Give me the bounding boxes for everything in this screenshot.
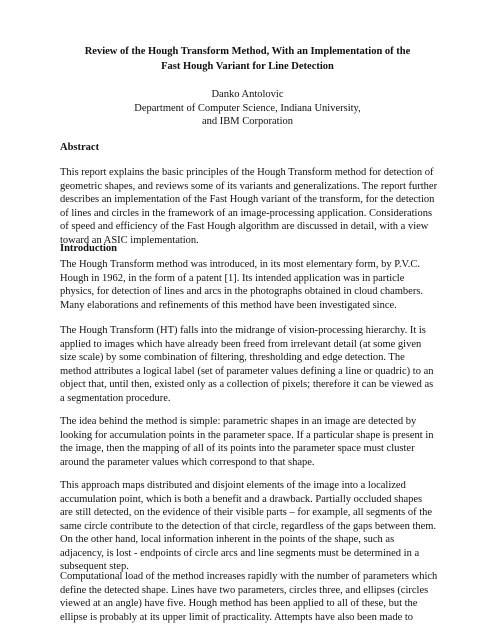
text-line: This report explains the basic principles of the Hough Transform method for detection of <box>60 167 434 178</box>
intro-paragraph <box>60 415 440 469</box>
text-line: geometric shapes, and reviews some of its variants and generalizations. The report further <box>60 180 438 192</box>
text-line: method attributes a logical label (set of parameter values defining a line or quadric) to an <box>60 365 434 377</box>
text-line: physics, for detection of lines and arcs in the photographs obtained in cloud chambers. <box>60 286 424 297</box>
text-line: looking for accumulation points in the parameter space. If a particular shape is present in <box>60 429 434 441</box>
text-line: subsequent step. <box>60 561 129 572</box>
intro-paragraph <box>60 258 440 312</box>
text-line: same circle contribute to the detection of that circle, regardless of the gaps between them. <box>60 520 437 532</box>
text-line: of speed and efficiency of the Fast Hough algorithm are discussed in detail, with a view <box>60 221 429 232</box>
title-line: Review of the Hough Transform Method, With an Implementation of the <box>84 46 411 57</box>
abstract-heading: Abstract <box>60 142 100 153</box>
paper-title <box>60 44 435 74</box>
text-line: describes an implementation of the Fast Hough variant of the transform, for the detection <box>60 194 435 205</box>
text-line: object that, until then, existed only as a collection of pixels; therefore it can be viewed as <box>60 379 434 390</box>
abstract-paragraph <box>60 166 440 247</box>
text-line: Computational load of the method increases rapidly with the number of parameters which <box>60 571 438 582</box>
intro-paragraph <box>60 479 440 574</box>
text-line: the image, then the mapping of all of its points into the parameter space must cluster <box>60 443 415 454</box>
text-line: define the detected shape. Lines have two parameters, circles three, and ellipses (circles <box>60 584 429 596</box>
text-line: are still detected, on the evidence of their visible parts – for example, all segments of the <box>60 507 433 518</box>
text-line: On the other hand, local information inherent in the points of the shape, such as <box>60 534 395 545</box>
author-name: Danko Antolovic <box>211 89 284 100</box>
text-line: Hough in 1962, in the form of a patent [1]. Its intended application was in particle <box>60 272 405 284</box>
text-line: The Hough Transform method was introduced, in its most elementary form, by P.V.C. <box>60 259 420 270</box>
author-affiliation: Department of Computer Science, Indiana University, <box>134 102 361 114</box>
introduction-heading: Introduction <box>60 243 117 254</box>
intro-paragraph <box>60 570 440 624</box>
text-line: of lines and circles in the framework of an image-processing application. Considerations <box>60 207 433 219</box>
text-line: accumulation point, which is both a benefit and a drawback. Partially occluded shapes <box>60 493 423 505</box>
text-line: toward an ASIC implementation. <box>60 234 199 246</box>
author-affiliation: and IBM Corporation <box>202 116 293 127</box>
title-line: Fast Hough Variant for Line Detection <box>161 61 334 72</box>
author-block <box>60 88 435 129</box>
text-line: This approach maps distributed and disjoint elements of the image into a localized <box>60 480 406 491</box>
text-line: ellipse is probably at its upper limit of practicality. Attempts have also been made to <box>60 611 414 623</box>
intro-paragraph <box>60 324 440 405</box>
text-line: viewed at an angle) have five. Hough method has been applied to all of these, but the <box>60 598 418 609</box>
text-line: size scale) by some combination of filtering, thresholding and edge detection. The <box>60 352 405 363</box>
text-line: around the parameter values which correspond to that shape. <box>60 456 315 468</box>
text-line: adjacency, is lost - endpoints of circle arcs and line segments must be determined in a <box>60 547 420 559</box>
text-line: Many elaborations and refinements of this method have been investigated since. <box>60 299 397 311</box>
text-line: The Hough Transform (HT) falls into the midrange of vision-processing hierarchy. It is <box>60 325 426 336</box>
text-line: applied to images which have already been freed from irrelevant detail (at some given <box>60 338 422 350</box>
text-line: The idea behind the method is simple: parametric shapes in an image are detected by <box>60 416 417 427</box>
text-line: a segmentation procedure. <box>60 392 171 404</box>
